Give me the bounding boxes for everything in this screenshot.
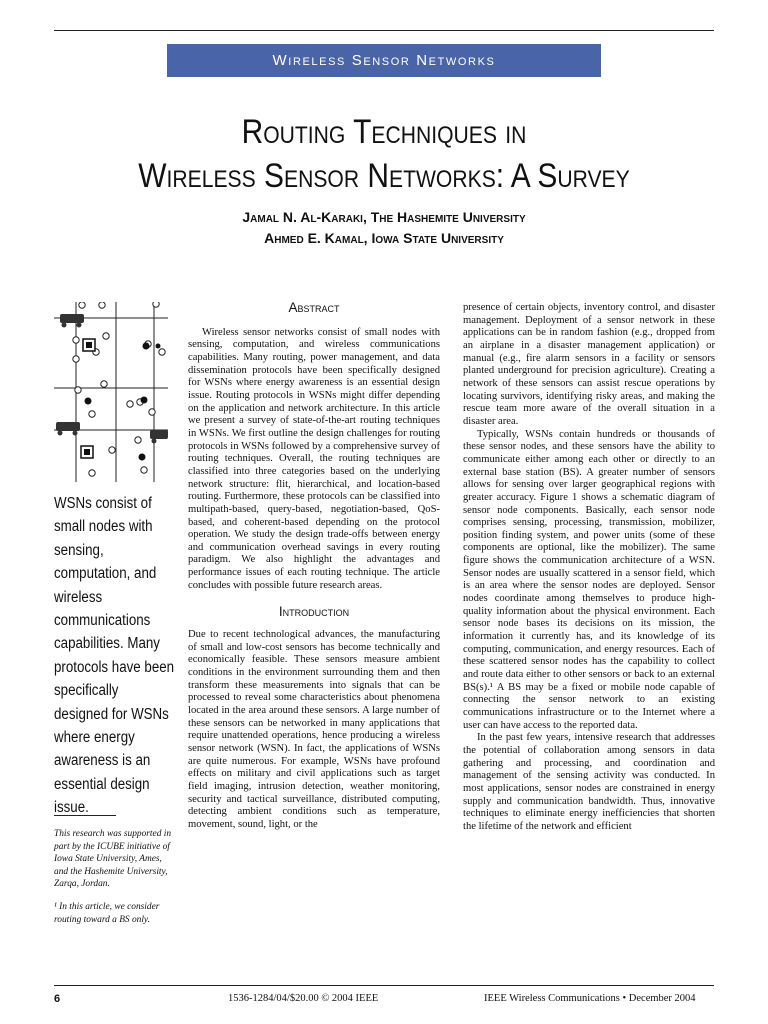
title-line-1: Routing Techniques in bbox=[241, 113, 527, 151]
author-2: Ahmed E. Kamal, Iowa State University bbox=[264, 230, 504, 246]
footnote-1: ¹ In this article, we consider routing toward a BS only. bbox=[54, 901, 160, 925]
funding-note: This research was supported in part by the ICUBE initiative of Iowa State University, Ames, and the Hashemite University, Zarqa, Jordan. bbox=[54, 829, 172, 890]
section-banner: Wireless Sensor Networks bbox=[167, 44, 601, 77]
issn-copyright: 1536-1284/04/$20.00 © 2004 IEEE bbox=[228, 993, 379, 1004]
footnotes bbox=[54, 828, 172, 936]
page-number: 6 bbox=[54, 993, 61, 1005]
introduction-heading: Introduction bbox=[278, 604, 350, 620]
column-right bbox=[463, 302, 715, 834]
title-line-2: Wireless Sensor Networks: A Survey bbox=[138, 157, 630, 195]
body-paragraph-continued: presence of certain objects, inventory control, and disaster management. Deployment of a sensor network in these applications can be in random fashion (e.g., dropped from an airplane in a disaster management application) or manual (e.g., fire alarm sensors in a facility or sensors planted underground for precision agriculture). Creating a network of these sensors can assist rescue operations by locating survivors, identifying risky areas, and making the rescue team more aware of the overall situation in a disaster area. bbox=[463, 302, 715, 427]
footnote-rule bbox=[54, 815, 116, 816]
body-paragraph-3: In the past few years, intensive research that addresses the potential of collaboration among sensors in data gathering and processing, and coordination and management of the sensing activity was conducted. In most applications, sensor nodes are constrained in energy supply and communication bandwidth. Thus, innovative techniques to eliminate energy inefficiencies that shorten the lifetime of the network and efficient bbox=[463, 732, 715, 832]
author-1: Jamal N. Al-Karaki, The Hashemite University bbox=[242, 209, 526, 225]
pull-quote: WSNs consist of small nodes with sensing, computation, and wireless communications capabilities. Many protocols have been specifically designed for WSNs where energy awareness is an essential design issue. bbox=[54, 495, 175, 817]
author-block bbox=[54, 207, 714, 249]
intro-paragraph-1: Due to recent technological advances, the manufacturing of small and low-cost sensors has become technically and economically feasible. These sensors measure ambient conditions in the environment surrounding them and then transform these measurements into signals that can be processed to reveal some characteristics about phenomena located in the area around these sensors. A large number of these sensors can be networked in many applications that require unattended operations, hence producing a wireless sensor network (WSN). In fact, the applications of WSNs are quite numerous. For example, WSNs have profound effects on military and civil applications such as target field imaging, intrusion detection, weather monitoring, security and tactical surveillance, distributed computing, detecting ambient conditions such as temperature, movement, sound, light, or the bbox=[188, 629, 440, 830]
top-rule bbox=[54, 30, 714, 31]
body-paragraph-2: Typically, WSNs contain hundreds or thousands of these sensor nodes, and these sensors have the ability to communicate either among each other or directly to an external base station (BS). A greater number of sensors allows for sensing over larger geographical regions with greater accuracy. Figure 1 shows a schematic diagram of sensor node components. Basically, each sensor node comprises sensing, processing, transmission, mobilizer, position finding system, and power units (some of these components are optional, like the mobilizer). The same figure shows the communication architecture of a WSN. Sensor nodes are usually scattered in a sensor field, which is an area where the sensor nodes are deployed. Sensor nodes coordinate among themselves to produce high-quality information about the physical environment. Each sensor node bases its decisions on its mission, the information it currently has, and its knowledge of its computing, communication, and energy resources. Each of these scattered sensor nodes has the capability to collect and route data either to other sensors or back to an external BS(s).¹ A BS may be a fixed or mobile node capable of connecting the sensor network to an existing communications infrastructure or to the Internet where a user can have access to the reported data. bbox=[463, 428, 715, 731]
abstract-text: Wireless sensor networks consist of small nodes with sensing, computation, and wireless communications capabilities. Many routing, power management, and data dissemination protocols have been specifically designed for WSNs where energy awareness is an essential design issue. Routing protocols in WSNs might differ depending on the application and network architecture. In this article we present a survey of state-of-the-art routing techniques in WSNs. We first outline the design challenges for routing protocols in WSNs followed by a comprehensive survey of routing techniques. Overall, the routing techniques are classified into three categories based on the underlying network structure: flit, hierarchical, and location-based routing. Furthermore, these protocols can be classified into multipath-based, query-based, negotiation-based, QoS-based, and coherent-based depending on the protocol operation. We study the design trade-offs between energy and communication overhead savings in every routing paradigm. We also highlight the advantages and performance issues of each routing technique. The article concludes with possible future research areas. bbox=[188, 326, 440, 591]
journal-info: IEEE Wireless Communications • December 2004 bbox=[484, 993, 696, 1004]
article-title bbox=[94, 110, 675, 198]
vehicle-icon bbox=[56, 314, 168, 444]
sensor-grid-graphic bbox=[54, 302, 168, 482]
abstract-heading: Abstract bbox=[288, 300, 340, 315]
sensor-field-illustration bbox=[54, 302, 168, 482]
bottom-rule bbox=[54, 985, 714, 986]
column-middle bbox=[188, 302, 440, 832]
